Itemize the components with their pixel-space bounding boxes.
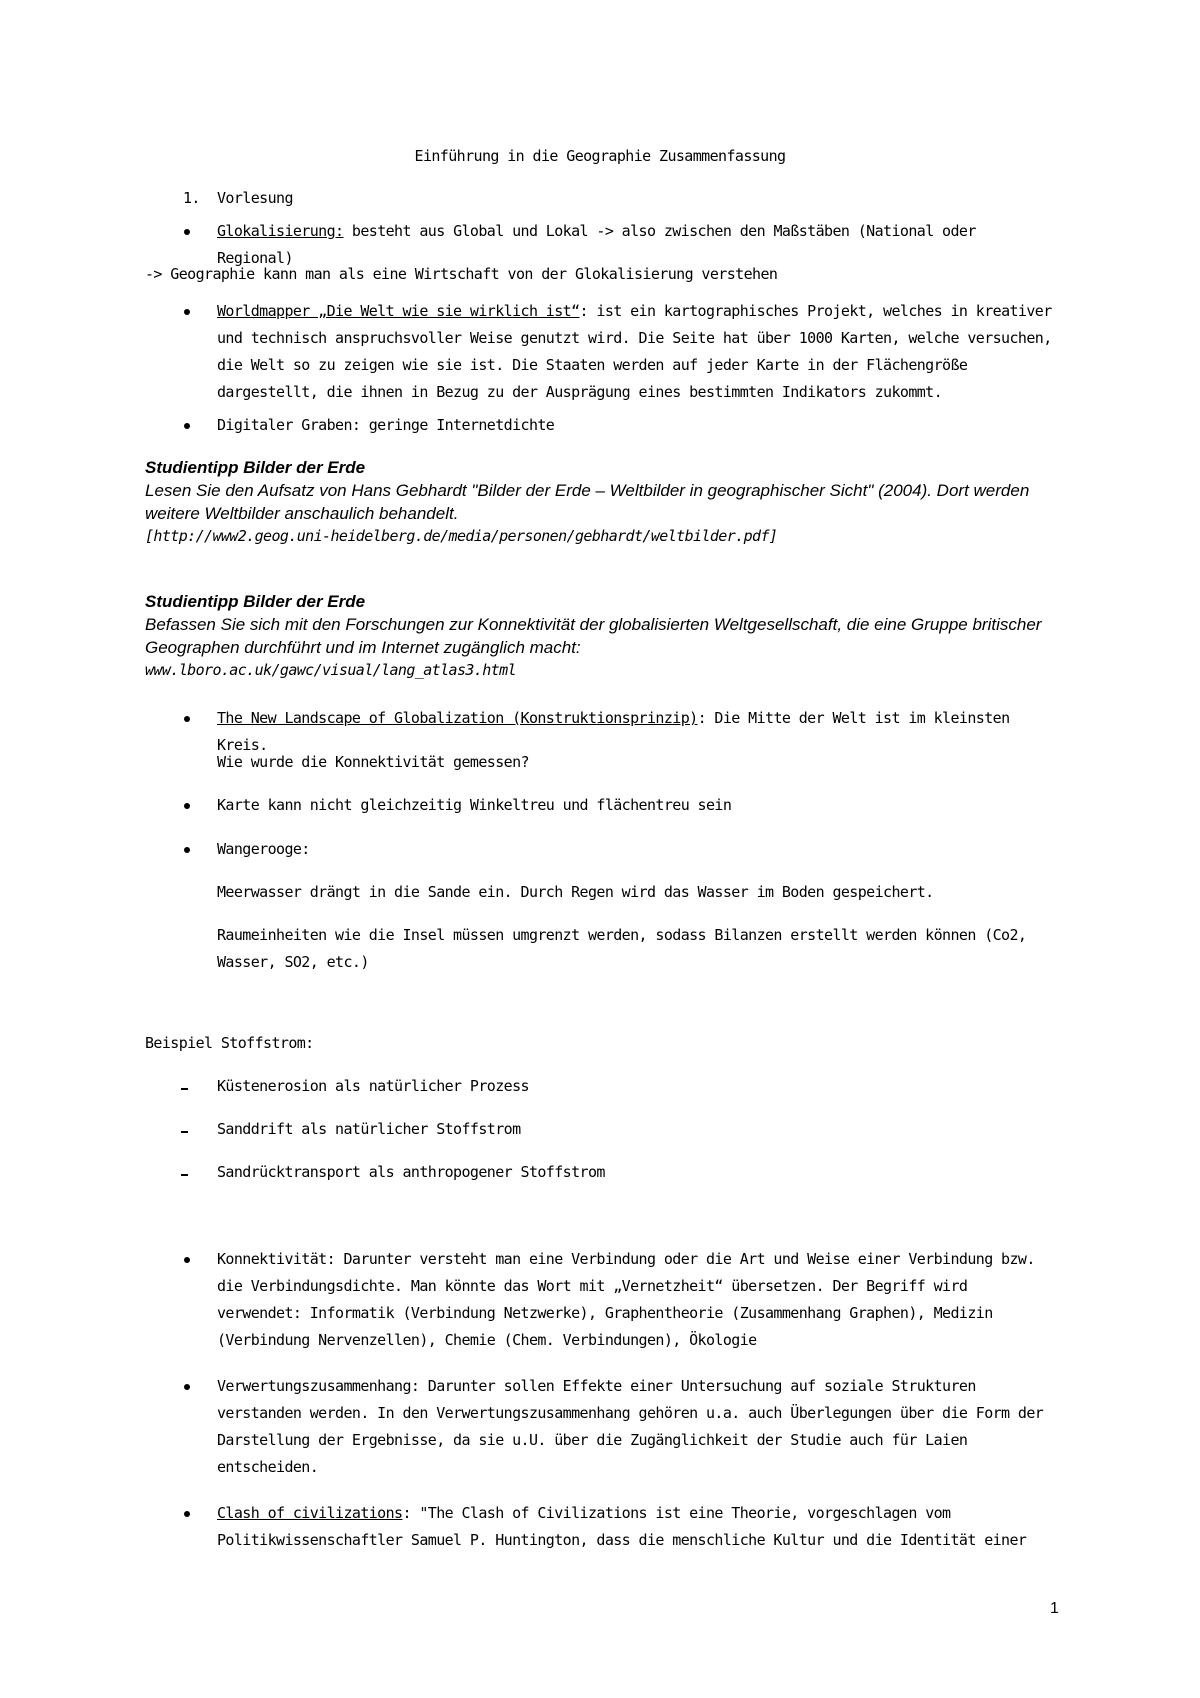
page-title: Einführung in die Geographie Zusammenfassung	[414, 147, 786, 165]
dash-icon	[181, 1131, 188, 1133]
study-tip-1	[145, 456, 1065, 548]
landscape-term: The New Landscape of Globalization (Konstruktionsprinzip)	[217, 709, 698, 727]
worldmapper-text: : ist ein kartographisches Projekt, welches in kreativer und technisch anspruchsvoller Weise genutzt wird. Die Seite hat über 1000 Karten, welche versuchen, die Welt so zu zeigen wie sie ist. Die Staaten werden auf jeder Karte in der Flächengröße dargestellt, die ihnen in Bezug zu der Ausprägung eines bestimmten Indikators zukommt.	[217, 302, 1052, 401]
map-note-item: Karte kann nicht gleichzeitig Winkeltreu und flächentreu sein	[217, 796, 732, 814]
page-number: 1	[1050, 1600, 1059, 1617]
bullet-icon	[184, 1257, 190, 1263]
wangerooge-paragraph-1: Meerwasser drängt in die Sande ein. Durch Regen wird das Wasser im Boden gespeichert.	[217, 883, 934, 901]
study-tip-2	[145, 590, 1065, 682]
worldmapper-item	[217, 298, 1057, 406]
study-tip-2-title: Studientipp Bilder der Erde	[145, 592, 366, 611]
study-tip-1-text: Lesen Sie den Aufsatz von Hans Gebhardt "Bilder der Erde – Weltbilder in geographischer Sicht" (2004). Dort werden weitere Weltbilder anschaulich behandelt.	[145, 481, 1030, 523]
bullet-icon	[184, 309, 190, 315]
glokalisierung-term: Glokalisierung:	[217, 222, 344, 240]
wangerooge-paragraph-2: Raumeinheiten wie die Insel müssen umgrenzt werden, sodass Bilanzen erstellt werden können (Co2, Wasser, SO2, etc.)	[217, 926, 1027, 971]
stoffstrom-heading: Beispiel Stoffstrom:	[145, 1034, 314, 1052]
study-tip-1-title: Studientipp Bilder der Erde	[145, 458, 366, 477]
clash-text: : "The Clash of Civilizations ist eine Theorie, vorgeschlagen vom Politikwissenschaftler Samuel P. Huntington, dass die menschliche Kultur und die Identität einer	[217, 1504, 1027, 1549]
bullet-icon	[184, 229, 190, 235]
digital-gap-item: Digitaler Graben: geringe Internetdichte	[217, 416, 555, 434]
clash-term: Clash of civilizations	[217, 1504, 403, 1522]
wangerooge-item: Wangerooge:	[217, 840, 310, 858]
dash-icon	[181, 1088, 188, 1090]
bullet-icon	[184, 423, 190, 429]
bullet-icon	[184, 847, 190, 853]
dash-icon	[181, 1174, 188, 1176]
worldmapper-term: Worldmapper „Die Welt wie sie wirklich ist“	[217, 302, 580, 320]
study-tip-2-text: Befassen Sie sich mit den Forschungen zur Konnektivität der globalisierten Weltgesellschaft, die eine Gruppe britischer Geographen durchführt und im Internet zugänglich macht:	[145, 615, 1042, 657]
list-label: Vorlesung	[217, 189, 293, 207]
stoffstrom-item: Sanddrift als natürlicher Stoffstrom	[217, 1120, 521, 1138]
stoffstrom-item: Sandrücktransport als anthropogener Stoffstrom	[217, 1163, 605, 1181]
stoffstrom-item: Küstenerosion als natürlicher Prozess	[217, 1077, 529, 1095]
list-number: 1.	[183, 189, 200, 207]
bullet-icon	[184, 803, 190, 809]
glokalisierung-text: besteht aus Global und Lokal -> also zwischen den Maßstäben (National oder Regional)	[217, 222, 976, 267]
glokalisierung-note: -> Geographie kann man als eine Wirtschaft von der Glokalisierung verstehen	[145, 265, 778, 283]
landscape-question: Wie wurde die Konnektivität gemessen?	[217, 753, 529, 771]
verwertung-item: Verwertungszusammenhang: Darunter sollen Effekte einer Untersuchung auf soziale Strukturen verstanden werden. In den Verwertungszusammenhang gehören u.a. auch Überlegungen über die Form der Darstellung der Ergebnisse, da sie u.U. über die Zugänglichkeit der Studie auch für Laien entscheiden.	[217, 1377, 1044, 1476]
clash-item	[217, 1500, 1057, 1554]
bullet-icon	[184, 1511, 190, 1517]
study-tip-2-link[interactable]: www.lboro.ac.uk/gawc/visual/lang_atlas3.html	[145, 661, 516, 679]
konnektivitaet-item: Konnektivität: Darunter versteht man eine Verbindung oder die Art und Weise einer Verbindung bzw. die Verbindungsdichte. Man könnte das Wort mit „Vernetzheit“ übersetzen. Der Begriff wird verwendet: Informatik (Verbindung Netzwerke), Graphentheorie (Zusammenhang Graphen), Medizin (Verbindung Nervenzellen), Chemie (Chem. Verbindungen), Ökologie	[217, 1250, 1035, 1349]
bullet-icon	[184, 1384, 190, 1390]
bullet-icon	[184, 716, 190, 722]
landscape-text: : Die Mitte der Welt ist im kleinsten Kreis.	[217, 709, 1010, 754]
study-tip-1-link[interactable]: [http://www2.geog.uni-heidelberg.de/media/personen/gebhardt/weltbilder.pdf]	[145, 527, 778, 545]
